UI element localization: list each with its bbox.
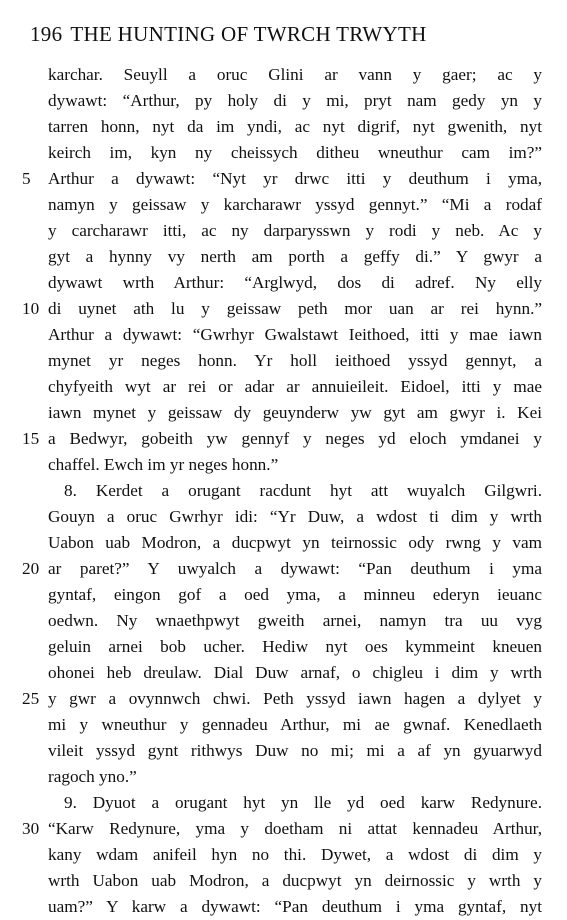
line-text: chaffel. Ewch im yr neges honn.” (48, 455, 279, 474)
line-number: 15 (22, 429, 40, 448)
line-text: gyt a hynny vy nerth am porth a geffy di.” Y gwyr a (48, 247, 542, 266)
text-line (48, 374, 542, 400)
line-text: mi y wneuthur y gennadeu Arthur, mi ae gwnaf. Kenedlaeth (48, 715, 542, 734)
text-line (48, 608, 542, 634)
text-block (22, 62, 542, 920)
text-line (22, 426, 542, 452)
line-text: gyntaf, eingon gof a oed yma, a minneu ederyn ieuanc (48, 585, 542, 604)
running-title: THE HUNTING OF TWRCH TRWYTH (70, 22, 427, 46)
line-text: ragoch yno.” (48, 767, 137, 786)
text-line (48, 322, 542, 348)
line-text: dywawt wrth Arthur: “Arglwyd, dos di adref. Ny elly (48, 273, 542, 292)
line-number: 10 (22, 299, 40, 318)
text-line (22, 556, 542, 582)
page-number: 196 (30, 22, 63, 46)
text-line (48, 192, 542, 218)
text-line (22, 166, 542, 192)
line-number: 25 (22, 689, 40, 708)
line-text: kany wdam anifeil hyn no thi. Dywet, a wdost di dim y (48, 845, 542, 864)
text-line (48, 88, 542, 114)
line-text: a Bedwyr, gobeith yw gennyf y neges yd eloch ymdanei y (48, 429, 542, 448)
text-line (48, 634, 542, 660)
line-text: Gouyn a oruc Gwrhyr idi: “Yr Duw, a wdost ti dim y wrth (48, 507, 542, 526)
line-text: wrth Uabon uab Modron, a ducpwyt yn deirnossic y wrth y (48, 871, 542, 890)
line-text: 8. Kerdet a orugant racdunt hyt att wuyalch Gilgwri. (64, 481, 542, 500)
text-line (48, 582, 542, 608)
text-line (48, 140, 542, 166)
text-line (48, 348, 542, 374)
line-text: keirch im, kyn ny cheissych ditheu wneuthur cam im?” (48, 143, 542, 162)
text-line (22, 296, 542, 322)
text-line (48, 842, 542, 868)
line-text: vileit yssyd gynt rithwys Duw no mi; mi a af yn gyuarwyd (48, 741, 542, 760)
line-text: karchar. Seuyll a oruc Glini ar vann y gaer; ac y (48, 65, 542, 84)
text-line (22, 816, 542, 842)
line-text: namyn y geissaw y karcharawr yssyd gennyt.” “Mi a rodaf (48, 195, 542, 214)
text-line (48, 660, 542, 686)
page-header (30, 22, 550, 47)
line-text: 9. Dyuot a orugant hyt yn lle yd oed karw Redynure. (64, 793, 542, 812)
line-text: dywawt: “Arthur, py holy di y mi, pryt nam gedy yn y (48, 91, 542, 110)
line-text: iawn mynet y geissaw dy geuynderw yw gyt am gwyr i. Kei (48, 403, 542, 422)
line-text: oedwn. Ny wnaethpwyt gweith arnei, namyn tra uu vyg (48, 611, 542, 630)
text-line (48, 790, 542, 816)
text-line (48, 764, 542, 790)
text-line (48, 244, 542, 270)
text-line (48, 530, 542, 556)
line-text: di uynet ath lu y geissaw peth mor uan ar rei hynn.” (48, 299, 542, 318)
text-line (48, 400, 542, 426)
text-line (48, 868, 542, 894)
text-line (48, 478, 542, 504)
line-text: ohonei heb dreulaw. Dial Duw arnaf, o chigleu i dim y wrth (48, 663, 542, 682)
text-line (48, 894, 542, 920)
line-text: geluin arnei bob ucher. Hediw nyt oes kymmeint kneuen (48, 637, 542, 656)
line-text: Arthur a dywawt: “Nyt yr drwc itti y deuthum i yma, (48, 169, 542, 188)
line-text: Uabon uab Modron, a ducpwyt yn teirnossic ody rwng y vam (48, 533, 542, 552)
line-number: 5 (22, 169, 31, 188)
line-text: mynet yr neges honn. Yr holl ieithoed yssyd gennyt, a (48, 351, 542, 370)
line-text: y gwr a ovynnwch chwi. Peth yssyd iawn hagen a dylyet y (48, 689, 542, 708)
line-number: 30 (22, 819, 40, 838)
text-line (48, 452, 542, 478)
text-line (48, 114, 542, 140)
text-line (48, 218, 542, 244)
line-text: “Karw Redynure, yma y doetham ni attat kennadeu Arthur, (48, 819, 542, 838)
line-number: 20 (22, 559, 40, 578)
line-text: uam?” Y karw a dywawt: “Pan deuthum i yma gyntaf, nyt (48, 897, 542, 916)
text-line (22, 686, 542, 712)
line-text: chyfyeith wyt ar rei or adar ar annuieileit. Eidoel, itti y mae (48, 377, 542, 396)
line-text: Arthur a dywawt: “Gwrhyr Gwalstawt Ieithoed, itti y mae iawn (48, 325, 542, 344)
text-line (48, 738, 542, 764)
text-line (48, 504, 542, 530)
text-line (48, 62, 542, 88)
text-line (48, 270, 542, 296)
line-text: tarren honn, nyt da im yndi, ac nyt digrif, nyt gwenith, nyt (48, 117, 542, 136)
line-text: y carcharawr itti, ac ny darparysswn y rodi y neb. Ac y (48, 221, 542, 240)
line-text: ar paret?” Y uwyalch a dywawt: “Pan deuthum i yma (48, 559, 542, 578)
text-line (48, 712, 542, 738)
